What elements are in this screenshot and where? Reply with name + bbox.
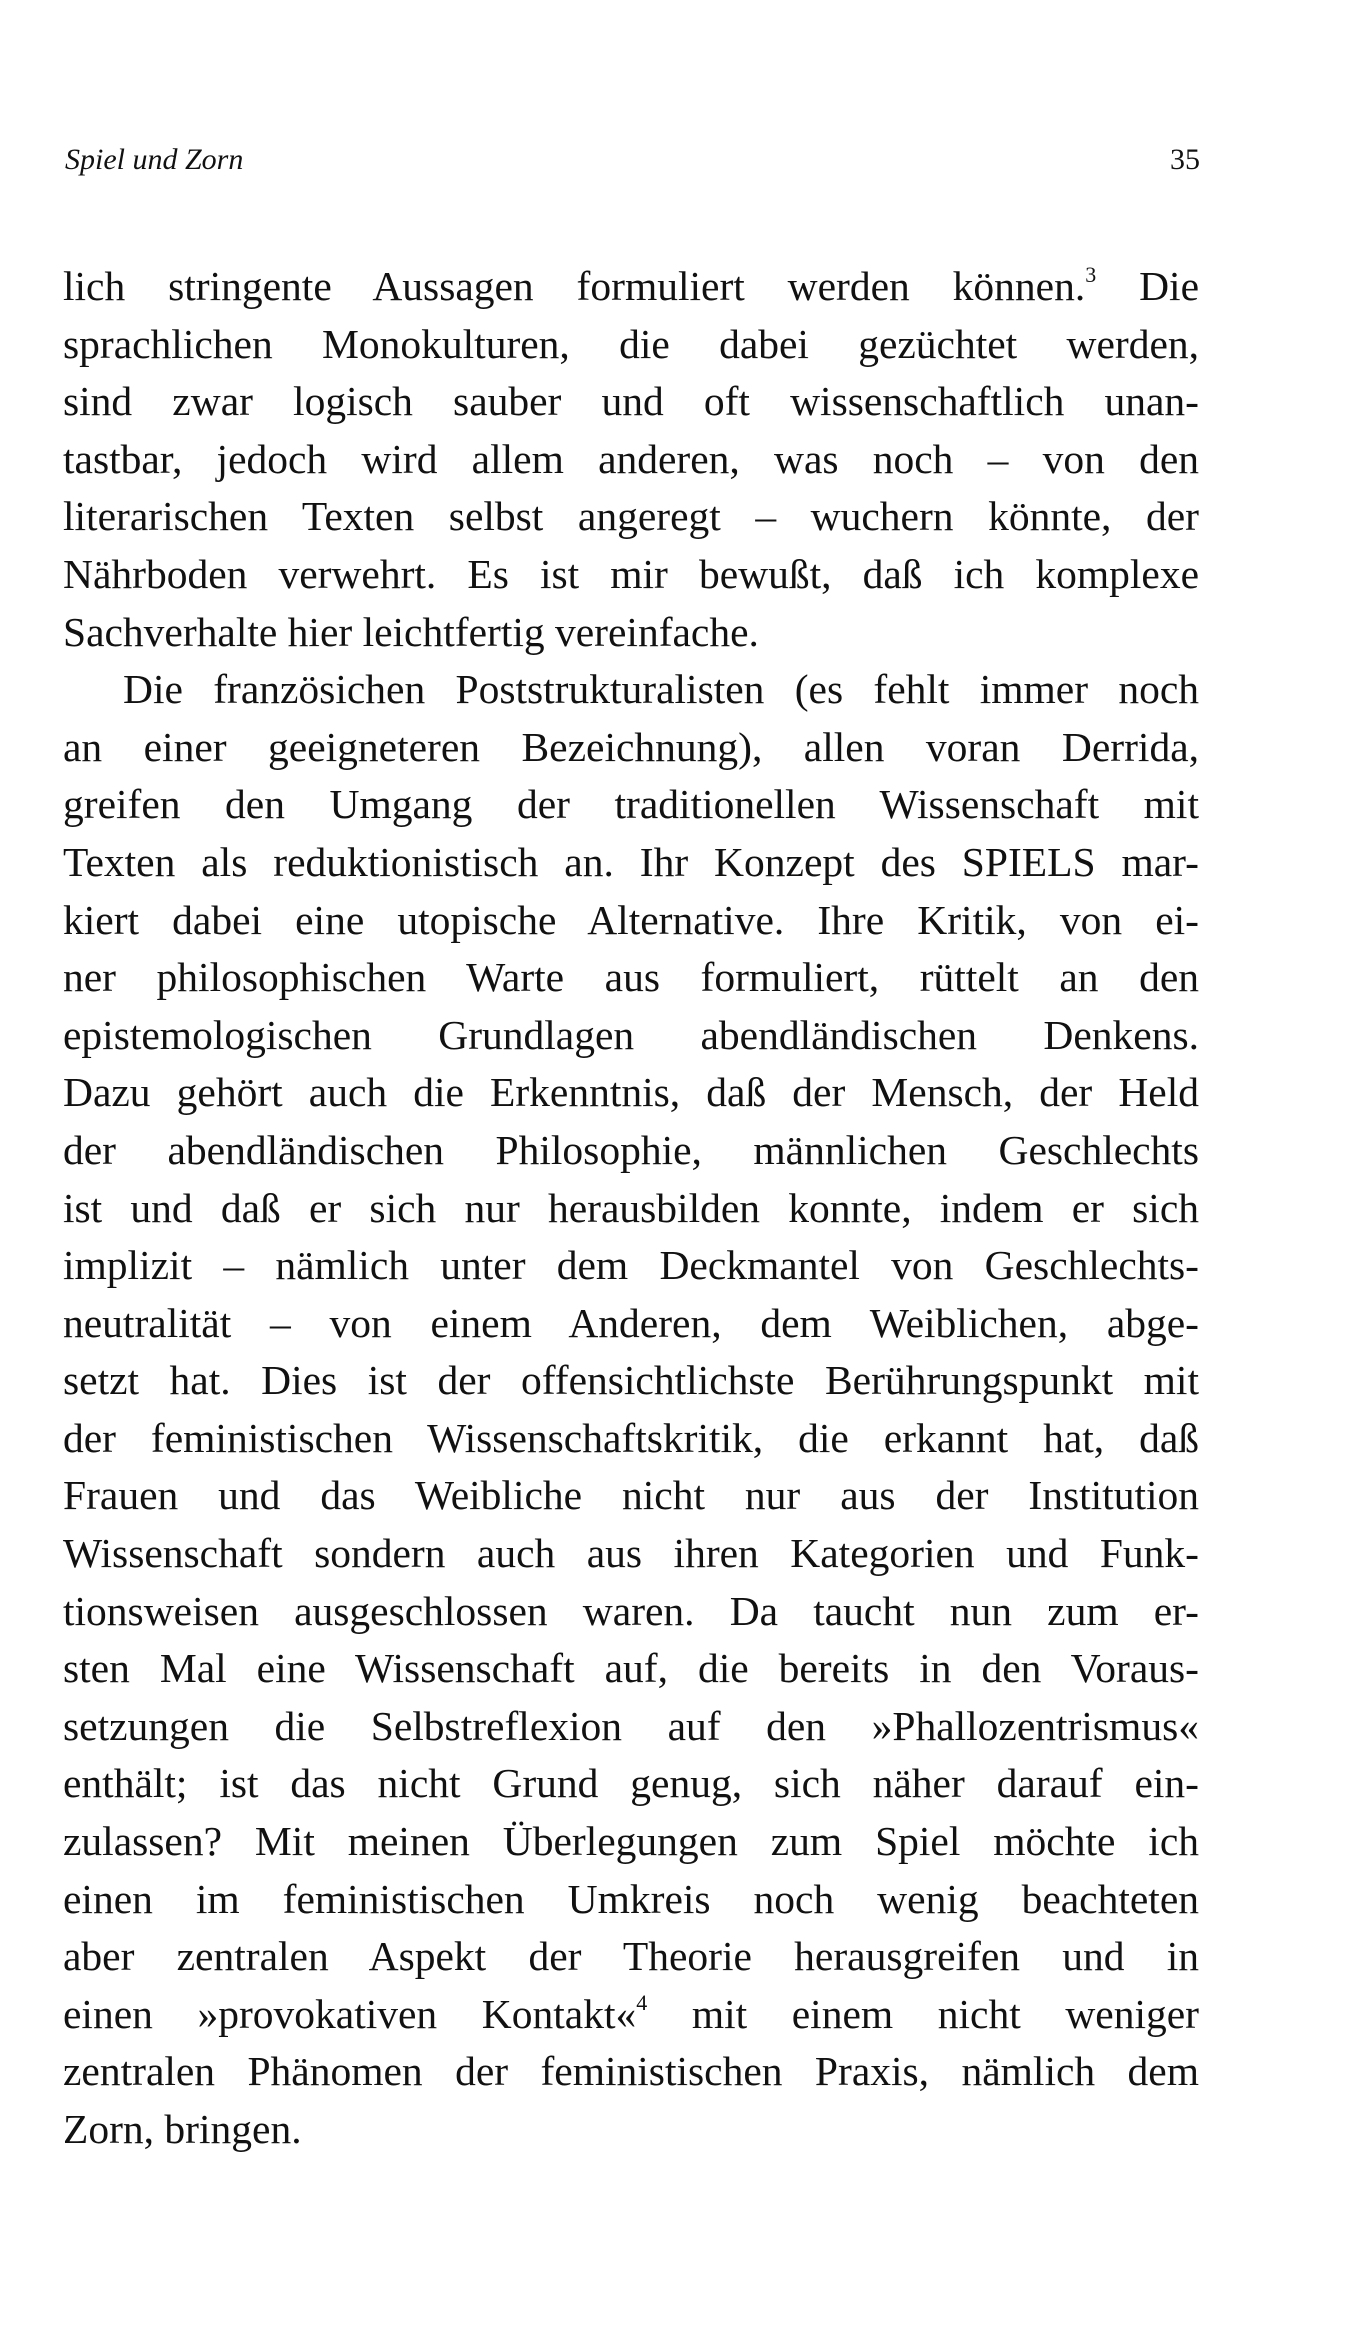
text-line: greifen den Umgang der traditionellen Wissenschaft mit (63, 781, 1199, 828)
text-line: sten Mal eine Wissenschaft auf, die bereits in den Voraus- (63, 1645, 1199, 1692)
text-line: einen im feministischen Umkreis noch wenig beachteten (63, 1875, 1199, 1922)
text-line: setzt hat. Dies ist der offensichtlichste Berührungspunkt mit (63, 1357, 1199, 1404)
footnote-marker: 3 (1085, 262, 1097, 287)
text-line: an einer geeigneteren Bezeichnung), allen voran Derrida, (63, 723, 1199, 770)
text-line: implizit – nämlich unter dem Deckmantel von Geschlechts- (63, 1242, 1199, 1289)
text-line: epistemologischen Grundlagen abendländischen Denkens. (63, 1011, 1199, 1058)
running-head-title: Spiel und Zorn (65, 143, 244, 176)
text-line: einen »provokativen Kontakt«$^4$ mit einem nicht weniger (63, 1989, 1199, 2037)
text-line: Dazu gehört auch die Erkenntnis, daß der Mensch, der Held (63, 1069, 1199, 1116)
text-line: sprachlichen Monokulturen, die dabei gezüchtet werden, (63, 320, 1199, 367)
text-line: zentralen Phänomen der feministischen Praxis, nämlich dem (63, 2048, 1199, 2095)
paragraph-1 (63, 258, 1199, 661)
text-line: Wissenschaft sondern auch aus ihren Kategorien und Funk- (63, 1530, 1199, 1577)
body-text (63, 258, 1199, 2159)
text-line: lich stringente Aussagen formuliert werden können.$^3$ Die (63, 262, 1200, 309)
text-line: setzungen die Selbstreflexion auf den »Phallozentrismus« (63, 1702, 1199, 1749)
text-line: Zorn, bringen. (63, 2106, 302, 2152)
text-line: zulassen? Mit meinen Überlegungen zum Spiel möchte ich (63, 1818, 1199, 1865)
text-line: Frauen und das Weibliche nicht nur aus der Institution (63, 1472, 1199, 1519)
text-line: neutralität – von einem Anderen, dem Weiblichen, abge- (63, 1299, 1199, 1346)
text-line: ner philosophischen Warte aus formuliert, rüttelt an den (63, 954, 1199, 1001)
footnote-marker: 4 (636, 1989, 648, 2015)
text-line: tastbar, jedoch wird allem anderen, was noch – von den (63, 435, 1199, 482)
text-line: Die französichen Poststrukturalisten (es fehlt immer noch (123, 666, 1199, 713)
text-line: ist und daß er sich nur herausbilden konnte, indem er sich (63, 1184, 1199, 1231)
text-line: Sachverhalte hier leichtfertig vereinfache. (63, 608, 759, 655)
page-number: 35 (1170, 143, 1200, 176)
text-line: der feministischen Wissenschaftskritik, die erkannt hat, daß (63, 1414, 1199, 1461)
text-line: sind zwar logisch sauber und oft wissenschaftlich unan- (63, 378, 1199, 425)
text-line: enthält; ist das nicht Grund genug, sich näher darauf ein- (63, 1760, 1199, 1807)
paragraph-2 (63, 661, 1199, 2158)
text-line: Nährboden verwehrt. Es ist mir bewußt, daß ich komplexe (63, 550, 1199, 597)
text-line: Texten als reduktionistisch an. Ihr Konzept des SPIELS mar- (63, 838, 1199, 885)
text-line: der abendländischen Philosophie, männlichen Geschlechts (63, 1126, 1199, 1173)
text-line: literarischen Texten selbst angeregt – wuchern könnte, der (63, 493, 1199, 540)
text-line: tionsweisen ausgeschlossen waren. Da taucht nun zum er- (63, 1587, 1199, 1634)
text-line: aber zentralen Aspekt der Theorie herausgreifen und in (63, 1933, 1199, 1980)
text-line: kiert dabei eine utopische Alternative. Ihre Kritik, von ei- (63, 896, 1199, 943)
